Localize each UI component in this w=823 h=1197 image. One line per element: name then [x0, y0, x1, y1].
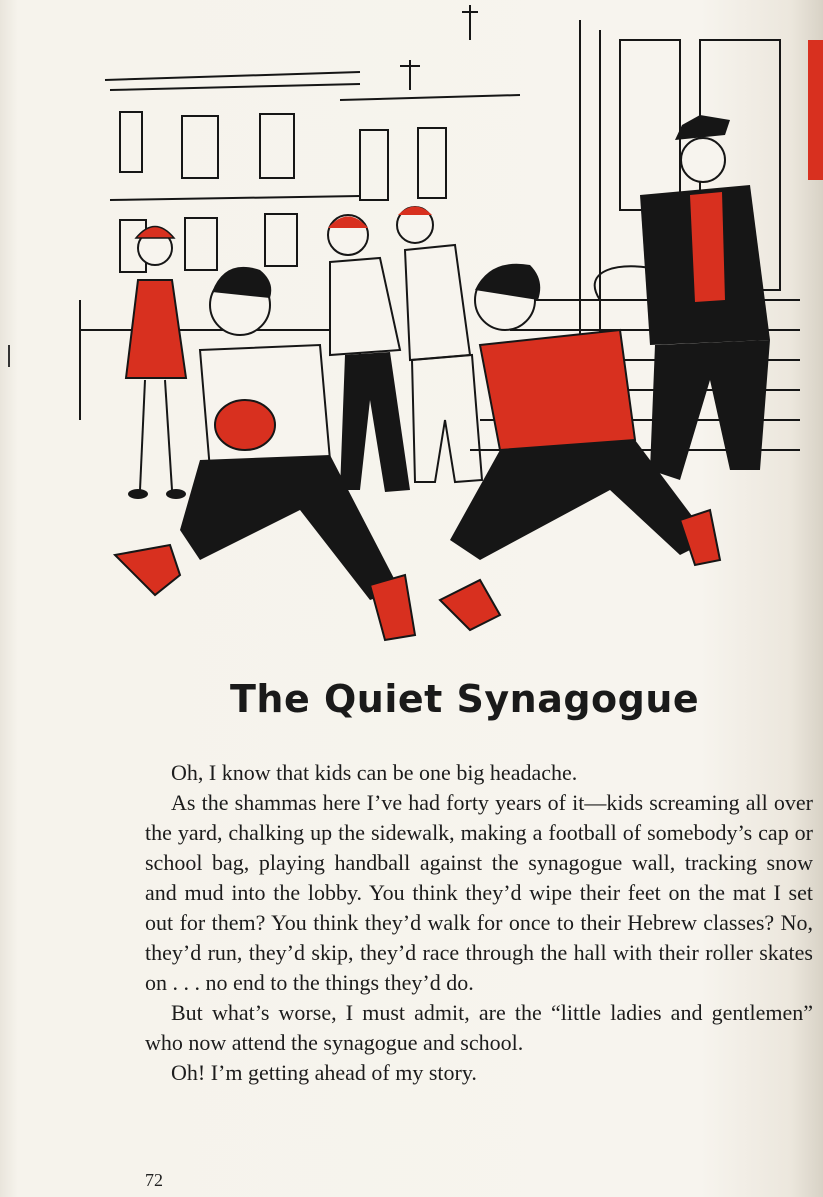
figure-girl	[126, 227, 186, 500]
antennas	[400, 5, 478, 90]
story-title: The Quiet Synagogue	[230, 677, 700, 722]
figure-boys-background	[328, 207, 482, 493]
red-edge-stripe	[808, 40, 823, 180]
paragraph: As the shammas here I’ve had forty years of it—kids screaming all over the yard, chalking up the sidewalk, making a football of somebody’s cap or school bag, playing handball against the synagogue wall, tracking snow and mud into the lobby. You think they’d wipe their feet on the mat I set out for them? You think they’d walk for once to their Hebrew classes? No, they’d run, they’d skip, they’d race through the hall with their roller skates on . . . no end to the things they’d do.	[145, 790, 813, 995]
figure-shammas	[640, 115, 770, 480]
story-body	[145, 758, 813, 1088]
paragraph: Oh! I’m getting ahead of my story.	[171, 1060, 477, 1085]
page-number: 72	[145, 1170, 163, 1190]
margin-mark	[8, 345, 10, 367]
paragraph: But what’s worse, I must admit, are the “little ladies and gentlemen” who now attend the synagogue and school.	[145, 1000, 813, 1055]
story-illustration	[60, 0, 823, 650]
paragraph: Oh, I know that kids can be one big headache.	[171, 760, 578, 785]
